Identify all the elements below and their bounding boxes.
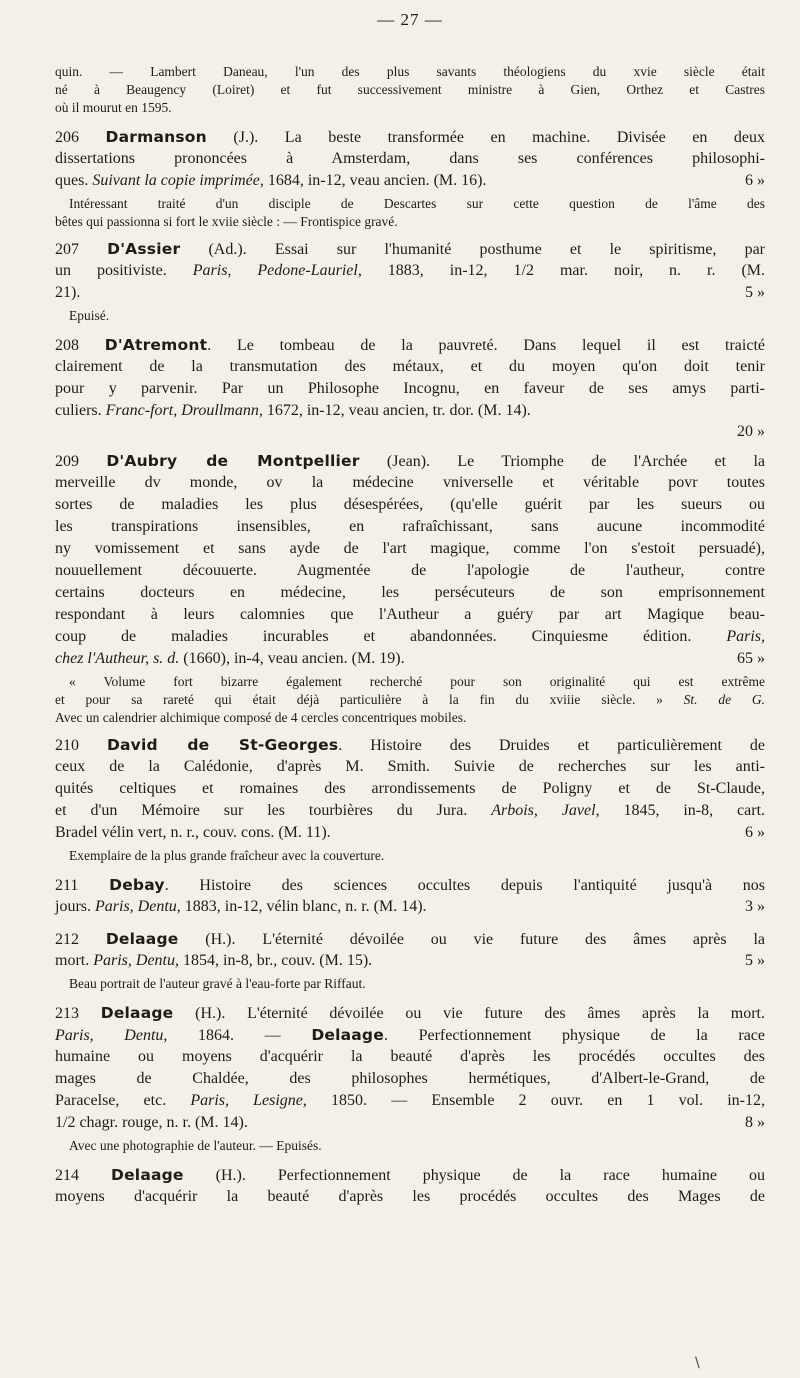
entry-number: 209 xyxy=(55,453,79,470)
text-run: , 1854, in-8, br., couv. (M. 15). xyxy=(175,952,373,969)
text-run: et d'un Mémoire sur les tourbières du Jura. xyxy=(55,802,492,819)
text-run: Paracelse, etc. xyxy=(55,1092,191,1109)
entry-number: 208 xyxy=(55,337,79,354)
text-run: Paris, Pedone-Lauriel xyxy=(192,262,358,279)
entry-line: quités celtiques et romaines des arrondissements de Poligny et de St-Claude, xyxy=(55,780,765,797)
text-run: Franc-fort, Droullmann xyxy=(105,402,259,419)
text-run: (H.). L'éternité dévoilée ou vie future des âmes après la xyxy=(178,931,765,948)
entry-author: D'Aubry de Montpellier xyxy=(106,452,360,470)
entry-line xyxy=(55,897,765,917)
entry-number: 207 xyxy=(55,241,79,258)
entry-207-line-1 xyxy=(55,239,765,260)
text-run: Delaage xyxy=(311,1026,384,1044)
entry-212-line-1 xyxy=(55,929,765,950)
entry-line xyxy=(55,171,765,191)
entry-note: Epuisé. xyxy=(69,308,110,323)
entry-line: ceux de la Calédonie, d'après M. Smith. Suivie de recherches sur les anti- xyxy=(55,758,765,775)
entry-213-line-1 xyxy=(55,1003,765,1024)
entry-line xyxy=(55,1025,765,1046)
text-run: culiers. xyxy=(55,402,106,419)
text-run: . Le tombeau de la pauvreté. Dans lequel il est traicté xyxy=(207,337,766,354)
entry-number: 213 xyxy=(55,1005,79,1022)
price: 6 » xyxy=(745,824,765,841)
entry-line xyxy=(55,649,765,669)
entry-208-line-1 xyxy=(55,335,765,356)
entry-line: mages de Chaldée, des philosophes hermétiques, d'Albert-le-Grand, de xyxy=(55,1070,765,1087)
entry-line: dissertations prononcées à Amsterdam, dans ses conférences philosophi- xyxy=(55,150,765,167)
text-run: . Perfectionnement physique de la race xyxy=(383,1027,765,1044)
entry-209-line-1 xyxy=(55,451,765,472)
entry-note: Avec une photographie de l'auteur. — Epuisés. xyxy=(69,1138,322,1153)
text-run: . Histoire des Druides et particulièrement de xyxy=(338,737,765,754)
text-run: coup de maladies incurables et abandonnées. Cinquiesme édition. xyxy=(55,628,727,645)
text-run: chez l'Autheur, s. d. xyxy=(55,650,180,667)
entry-line: merveille dv monde, ov la médecine vniverselle et véritable povr toutes xyxy=(55,474,765,491)
text-run: Paris, Dentu xyxy=(95,898,177,915)
text-run: 21). xyxy=(55,284,81,301)
entry-author: Delaage xyxy=(105,930,179,948)
text-run: un positiviste. xyxy=(55,262,193,279)
text-run: , 1684, in-12, veau ancien. (M. 16). xyxy=(259,172,487,189)
entry-number: 212 xyxy=(55,931,79,948)
entry-line xyxy=(55,951,765,971)
entry-line: respondant à leurs calomnies que l'Autheur a guéry par art Magique beau- xyxy=(55,606,765,623)
entry-number: 206 xyxy=(55,129,79,146)
entry-line xyxy=(55,401,765,421)
entry-line: pour y parvenir. Par un Philosophe Incognu, en faveur de ses amys parti- xyxy=(55,380,765,397)
price: 8 » xyxy=(745,1114,765,1131)
entry-line xyxy=(55,283,765,303)
price: 6 » xyxy=(745,172,765,189)
entry-author: D'Assier xyxy=(107,240,181,258)
entry-line: ny vomissement et sans ayde de l'art magique, comme l'on s'estoit persuadé), xyxy=(55,540,765,557)
price: 20 » xyxy=(737,423,765,440)
text-run: (H.). L'éternité dévoilée ou vie future des âmes après la mort. xyxy=(173,1005,766,1022)
entry-author: David de St-Georges xyxy=(106,736,339,754)
entry-line: nouuellement découuerte. Augmentée de l'apologie de l'autheur, contre xyxy=(55,562,765,579)
text-run: Bradel vélin vert, n. r., couv. cons. (M. 11). xyxy=(55,824,331,841)
entry-line xyxy=(55,1113,765,1133)
text-run: (J.). La beste transformée en machine. Divisée en deux xyxy=(206,129,765,146)
text-run: , 1864. — xyxy=(163,1027,312,1044)
text-run: , 1845, in-8, cart. xyxy=(595,802,766,819)
entry-line xyxy=(55,801,765,821)
intro-line: quin. — Lambert Daneau, l'un des plus savants théologiens du xvie siècle était xyxy=(55,64,765,79)
entry-line xyxy=(55,627,765,647)
text-run: (Ad.). Essai sur l'humanité posthume et le spiritisme, par xyxy=(180,241,766,258)
entry-line: clairement de la transmutation des métaux, et du moyen qu'on doit tenir xyxy=(55,358,765,375)
entry-line xyxy=(55,1091,765,1111)
text-run: Paris, xyxy=(726,628,765,645)
text-run: Paris, Dentu xyxy=(55,1027,164,1044)
entry-note xyxy=(55,690,765,710)
entry-note: Intéressant traité d'un disciple de Descartes sur cette question de l'âme des xyxy=(69,196,765,211)
entry-211-line-1 xyxy=(55,875,765,896)
entry-number: 210 xyxy=(55,737,79,754)
price: 3 » xyxy=(745,898,765,915)
entry-line: sortes de maladies les plus désespérées, (qu'elle guérit par les sueurs ou xyxy=(55,496,765,513)
text-run: , 1883, in-12, vélin blanc, n. r. (M. 14). xyxy=(176,898,427,915)
text-run: , 1850. — Ensemble 2 ouvr. en 1 vol. in-12, xyxy=(302,1092,766,1109)
entry-author: Delaage xyxy=(100,1004,174,1022)
text-run: ques. xyxy=(55,172,93,189)
intro-line: né à Beaugency (Loiret) et fut successivement ministre à Gien, Orthez et Castres xyxy=(55,82,765,97)
entry-214-line-1 xyxy=(55,1165,765,1186)
entry-author: Debay xyxy=(109,876,165,894)
text-run: jours. xyxy=(55,898,95,915)
entry-line: les transpirations insensibles, en rafraîchissant, sans aucune incommodité xyxy=(55,518,765,535)
entry-line xyxy=(55,823,765,843)
text-run: 1/2 chagr. rouge, n. r. (M. 14). xyxy=(55,1114,248,1131)
text-run: St. de G. xyxy=(683,692,765,707)
price: 5 » xyxy=(745,952,765,969)
entry-line: certains docteurs en médecine, les persécuteurs de son emprisonnement xyxy=(55,584,765,601)
text-run: Paris, Dentu xyxy=(93,952,175,969)
text-run: mort. xyxy=(55,952,94,969)
page-number: — 27 — xyxy=(377,10,443,29)
text-run: (Jean). Le Triomphe de l'Archée et la xyxy=(359,453,765,470)
entry-author: D'Atremont xyxy=(104,336,208,354)
entry-line: humaine ou moyens d'acquérir la beauté d'après les procédés occultes des xyxy=(55,1048,765,1065)
text-run: , 1672, in-12, veau ancien, tr. dor. (M. 14). xyxy=(258,402,531,419)
text-run: , 1883, in-12, 1/2 mar. noir, n. r. (M. xyxy=(357,262,766,279)
page-mark: \ xyxy=(695,1355,700,1371)
text-run: Paris, Lesigne xyxy=(190,1092,303,1109)
entry-210-line-1 xyxy=(55,735,765,756)
price: 65 » xyxy=(737,650,765,667)
text-run: . Histoire des sciences occultes depuis l'antiquité jusqu'à nos xyxy=(164,877,765,894)
intro-line: où il mourut en 1595. xyxy=(55,100,172,115)
entry-number: 211 xyxy=(55,877,79,894)
entry-number: 214 xyxy=(55,1167,79,1184)
text-run: Suivant la copie imprimée xyxy=(92,172,260,189)
text-run: et pour sa rareté qui était déjà particulière à la fin du xviiie siècle. » xyxy=(55,692,684,707)
text-run: (H.). Perfectionnement physique de la race humaine ou xyxy=(183,1167,766,1184)
entry-author: Delaage xyxy=(111,1166,184,1184)
entry-note: Beau portrait de l'auteur gravé à l'eau-forte par Riffaut. xyxy=(69,976,366,991)
entry-note: « Volume fort bizarre également recherché pour son originalité qui est extrême xyxy=(69,674,765,689)
text-run: Arbois, Javel xyxy=(491,802,596,819)
price: 5 » xyxy=(745,284,765,301)
text-run: (1660), in-4, veau ancien. (M. 19). xyxy=(179,650,405,667)
entry-note: Exemplaire de la plus grande fraîcheur avec la couverture. xyxy=(69,848,385,863)
entry-note: bêtes qui passionna si fort le xviie siècle : — Frontispice gravé. xyxy=(55,214,398,229)
entry-line xyxy=(55,261,765,281)
entry-206-line-1 xyxy=(55,127,765,148)
entry-author: Darmanson xyxy=(105,128,207,146)
entry-line: moyens d'acquérir la beauté d'après les procédés occultes des Mages de xyxy=(55,1188,765,1205)
entry-note: Avec un calendrier alchimique composé de 4 cercles concentriques mobiles. xyxy=(55,710,467,725)
